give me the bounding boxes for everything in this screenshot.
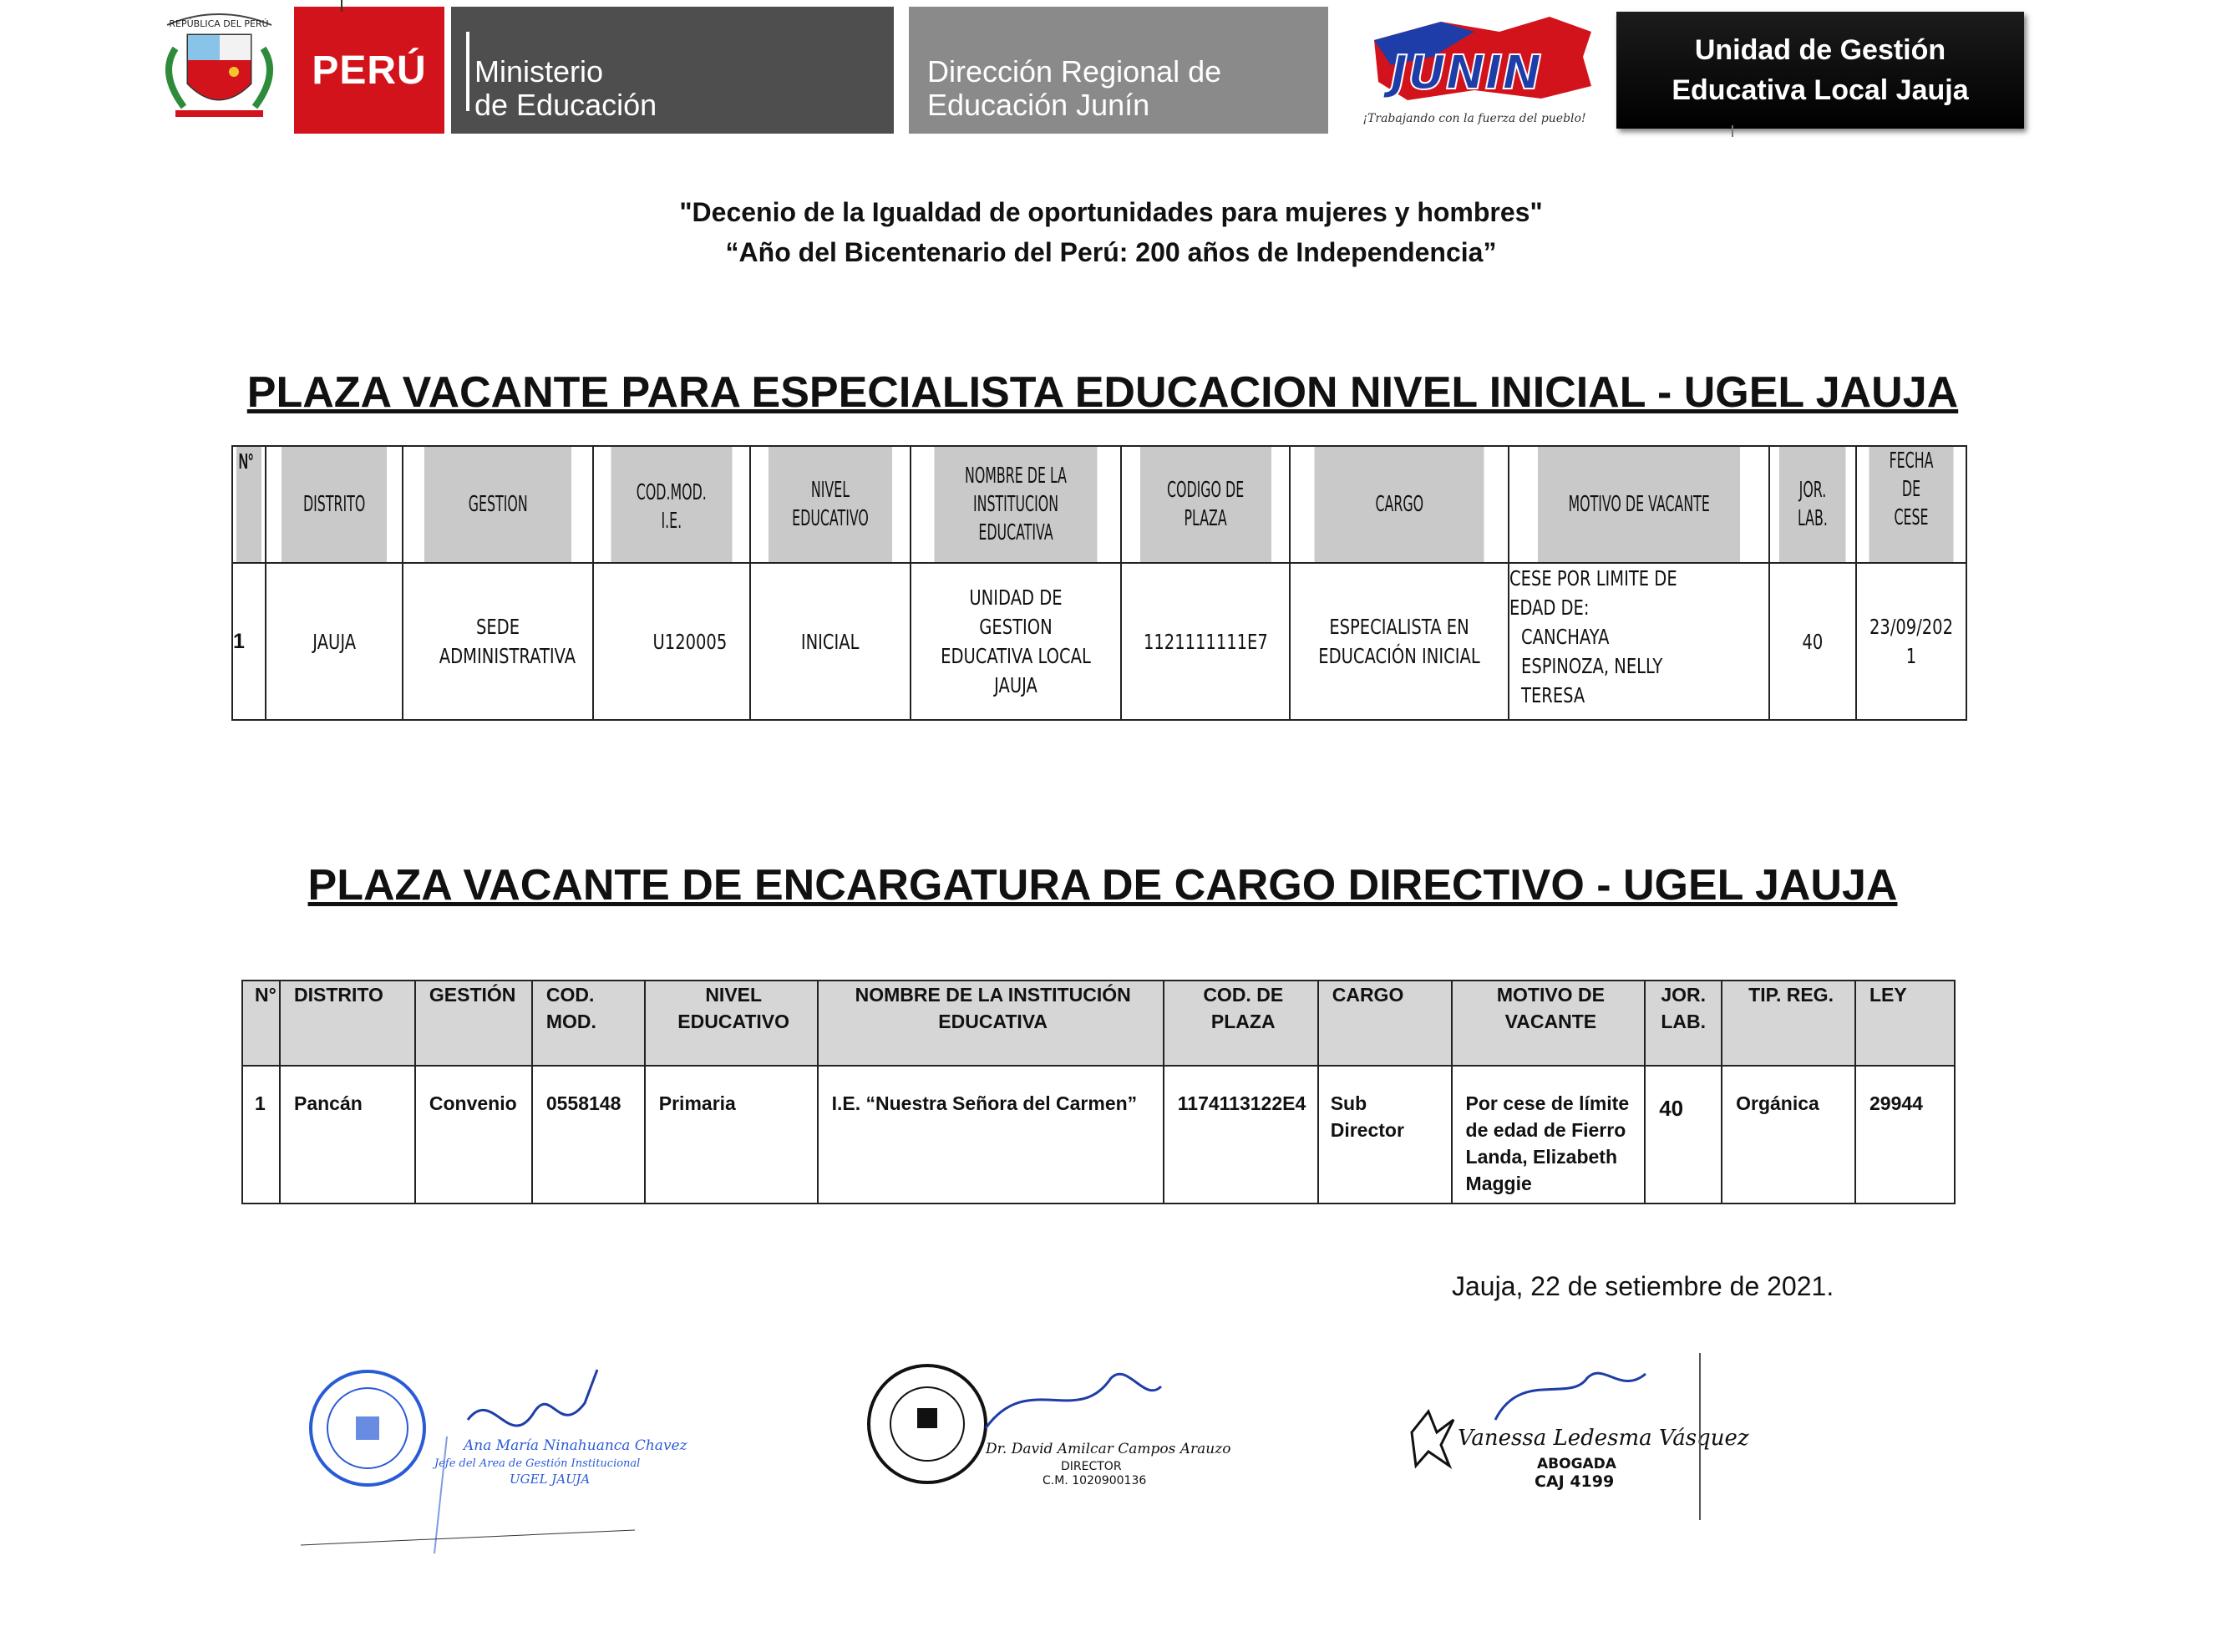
header-tip: TIP. REG. bbox=[1722, 981, 1855, 1066]
cell-nombre: I.E. “Nuestra Señora del Carmen” bbox=[818, 1066, 1164, 1204]
sig2-name: Dr. David Amilcar Campos Arauzo bbox=[986, 1441, 1231, 1457]
cell-codmod: U120005 bbox=[593, 563, 750, 720]
cell-cargo: ESPECIALISTA EN EDUCACIÓN INICIAL bbox=[1290, 563, 1509, 720]
sig2-cm: C.M. 1020900136 bbox=[1043, 1474, 1147, 1487]
sig1-name: Ana María Ninahuanca Chavez bbox=[464, 1437, 687, 1454]
drej-line1: Dirección Regional de bbox=[927, 54, 1222, 89]
crop-mark bbox=[341, 0, 342, 12]
cell-nivel: INICIAL bbox=[750, 563, 911, 720]
cell-distrito: JAUJA bbox=[266, 563, 403, 720]
shield-text: REPÚBLICA DEL PERÚ bbox=[169, 18, 269, 29]
header-codmod: COD. MOD. bbox=[532, 981, 645, 1066]
ugel-line2: Educativa Local Jauja bbox=[1672, 74, 1969, 106]
header-cargo: CARGO bbox=[1314, 446, 1484, 563]
document-date: Jauja, 22 de setiembre de 2021. bbox=[1452, 1271, 1834, 1301]
header-distrito: DISTRITO bbox=[281, 446, 388, 563]
especialista-table bbox=[231, 445, 1967, 721]
header-gestion: GESTIÓN bbox=[415, 981, 532, 1066]
cell-codigo: 1174113122E4 bbox=[1164, 1066, 1318, 1204]
header-num: N° bbox=[242, 981, 280, 1066]
cell-codmod: 0558148 bbox=[532, 1066, 645, 1204]
sig3-caj: CAJ 4199 bbox=[1535, 1472, 1615, 1491]
header-jor: JOR. LAB. bbox=[1779, 446, 1847, 563]
header-gestion: GESTION bbox=[424, 446, 572, 563]
sig1-title: Jefe del Area de Gestión Institucional bbox=[434, 1457, 641, 1470]
peru-label: PERÚ bbox=[312, 48, 427, 93]
header-motivo: MOTIVO DE VACANTE bbox=[1538, 446, 1741, 563]
sig1-office: UGEL JAUJA bbox=[510, 1472, 591, 1487]
header-codmod: COD.MOD. I.E. bbox=[611, 446, 733, 563]
cell-tip: Orgánica bbox=[1722, 1066, 1855, 1204]
section1-title: PLAZA VACANTE PARA ESPECIALISTA EDUCACION NIVEL INICIAL - UGEL JAUJA bbox=[246, 368, 1959, 417]
header-motivo: MOTIVO DE VACANTE bbox=[1452, 981, 1646, 1066]
junin-logo-text: JUNIN bbox=[1390, 46, 1542, 100]
header-nombre: NOMBRE DE LA INSTITUCIÓN EDUCATIVA bbox=[818, 981, 1164, 1066]
cell-codigo: 1121111111E7 bbox=[1121, 563, 1291, 720]
table-row bbox=[232, 563, 1966, 720]
section2-title: PLAZA VACANTE DE ENCARGATURA DE CARGO DIRECTIVO - UGEL JAUJA bbox=[307, 861, 1898, 910]
ministerio-line1: Ministerio bbox=[474, 54, 604, 89]
header-jor: JOR. LAB. bbox=[1645, 981, 1722, 1066]
signature-block-1 bbox=[301, 1336, 687, 1553]
signature-block-3 bbox=[1403, 1353, 1749, 1520]
cell-jor: 40 bbox=[1769, 563, 1856, 720]
header-ley: LEY bbox=[1855, 981, 1955, 1066]
cell-ley: 29944 bbox=[1855, 1066, 1955, 1204]
signature-block-2 bbox=[860, 1353, 1231, 1503]
sig3-role: ABOGADA bbox=[1537, 1456, 1616, 1472]
ministerio-banner bbox=[451, 7, 894, 134]
cell-num: 1 bbox=[232, 563, 266, 720]
cell-fecha: 23/09/2021 bbox=[1856, 563, 1966, 720]
cell-motivo: Por cese de límite de edad de Fierro Landa, Elizabeth Maggie bbox=[1452, 1066, 1646, 1204]
header-nombre: NOMBRE DE LA INSTITUCION EDUCATIVA bbox=[934, 446, 1098, 563]
table-row bbox=[242, 1066, 1955, 1204]
cell-motivo: CESE POR LIMITE DE EDAD DE: CANCHAYA ESPINOZA, NELLY TERESA bbox=[1509, 563, 1769, 720]
banner-divider bbox=[466, 32, 469, 111]
table-header-row bbox=[242, 981, 1955, 1066]
peru-banner bbox=[294, 7, 444, 134]
drej-line2: Educación Junín bbox=[927, 88, 1150, 122]
region-junin-logo bbox=[1341, 7, 1608, 134]
ministerio-line2: de Educación bbox=[474, 88, 657, 122]
sig2-role: DIRECTOR bbox=[1061, 1460, 1122, 1473]
encargatura-table bbox=[241, 980, 1956, 1204]
header-codigo: CODIGO DE PLAZA bbox=[1139, 446, 1271, 563]
header-codigo: COD. DE PLAZA bbox=[1164, 981, 1318, 1066]
header-cargo: CARGO bbox=[1318, 981, 1452, 1066]
junin-slogan: ¡Trabajando con la fuerza del pueblo! bbox=[1362, 112, 1586, 125]
header-distrito: DISTRITO bbox=[280, 981, 415, 1066]
header-nivel: NIVEL EDUCATIVO bbox=[645, 981, 818, 1066]
cell-jor: 40 bbox=[1645, 1066, 1722, 1204]
cell-nivel: Primaria bbox=[645, 1066, 818, 1204]
table-header-row bbox=[232, 446, 1966, 563]
cell-gestion: SEDE ADMINISTRATIVA bbox=[403, 563, 593, 720]
cell-distrito: Pancán bbox=[280, 1066, 415, 1204]
cell-num: 1 bbox=[242, 1066, 280, 1204]
header-nivel: NIVEL EDUCATIVO bbox=[768, 446, 893, 563]
motto-decenio: "Decenio de la Igualdad de oportunidades para mujeres y hombres" bbox=[679, 197, 1543, 227]
header-num: N° bbox=[236, 446, 261, 563]
header-fecha: FECHA DE CESE bbox=[1868, 446, 1954, 563]
crop-mark bbox=[1732, 125, 1733, 137]
cell-nombre: UNIDAD DE GESTION EDUCATIVA LOCAL JAUJA bbox=[911, 563, 1121, 720]
direccion-regional-banner bbox=[909, 7, 1328, 134]
ugel-line1: Unidad de Gestión bbox=[1694, 34, 1946, 66]
cell-cargo: Sub Director bbox=[1318, 1066, 1452, 1204]
peru-coat-of-arms bbox=[142, 7, 297, 134]
cell-gestion: Convenio bbox=[415, 1066, 532, 1204]
ugel-jauja-box bbox=[1616, 12, 2024, 129]
motto-bicentenario: “Año del Bicentenario del Perú: 200 años de Independencia” bbox=[725, 237, 1497, 267]
sig3-name: Vanessa Ledesma Vásquez bbox=[1458, 1426, 1749, 1451]
